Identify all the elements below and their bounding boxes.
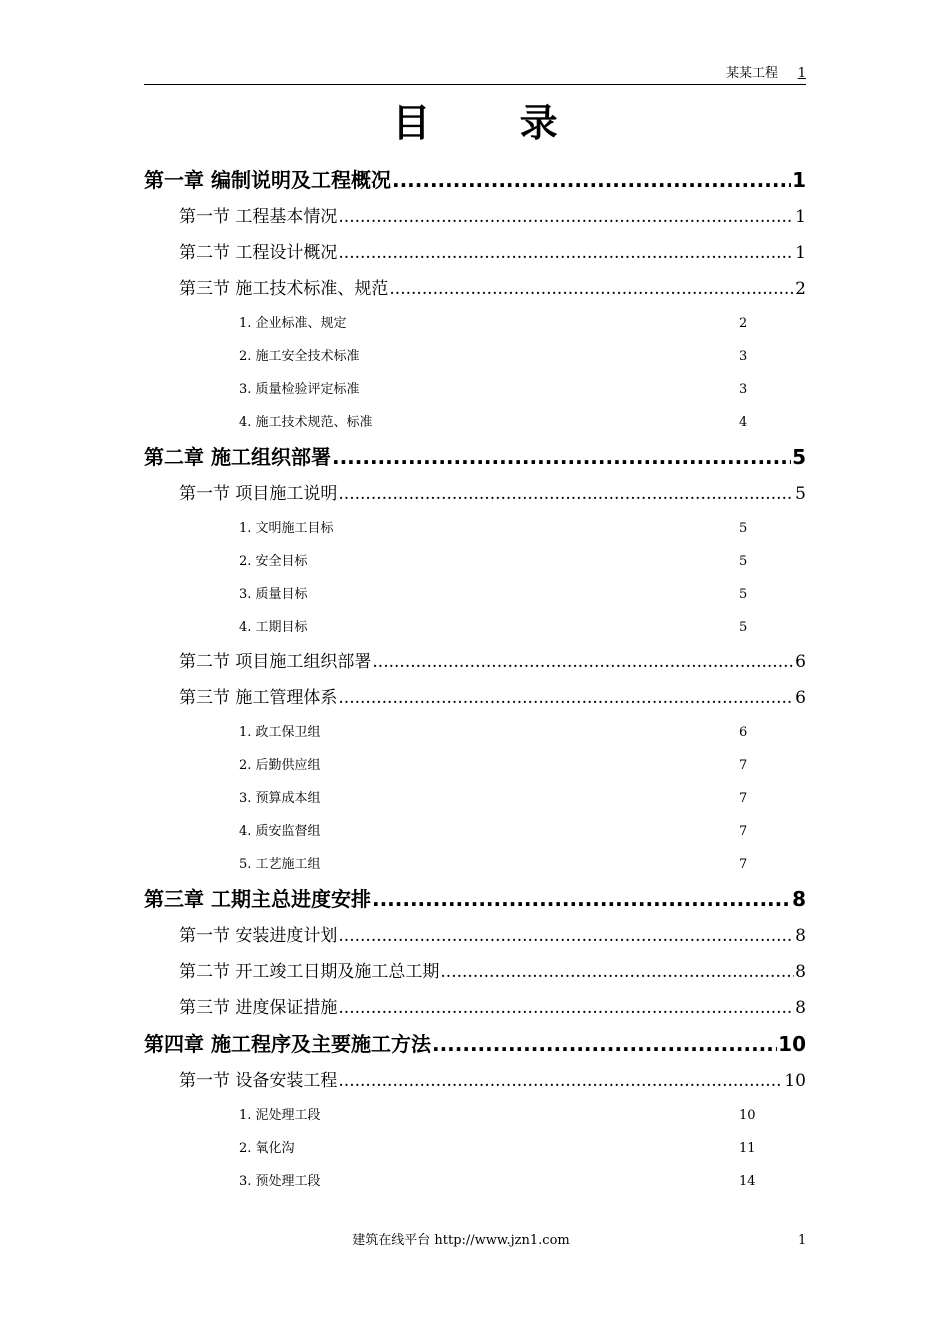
- toc-entry-page: 4: [739, 415, 748, 430]
- toc-entry-label: 1. 政工保卫组: [239, 725, 321, 740]
- toc-entry-page: 2: [795, 279, 806, 299]
- toc-entry-sub[interactable]: [144, 1165, 806, 1198]
- toc-entry-label: 2. 安全目标: [239, 554, 308, 569]
- toc-entry-section[interactable]: [144, 271, 806, 307]
- toc-entry-page: 7: [739, 791, 748, 806]
- toc-entry-chapter[interactable]: [144, 1026, 806, 1063]
- dot-leader: [338, 918, 794, 954]
- header-page-number: 1: [797, 66, 806, 81]
- toc-entry-page: 1: [795, 207, 806, 227]
- toc-entry-label: 3. 质量检验评定标准: [239, 382, 360, 397]
- toc-entry-section[interactable]: [144, 1063, 806, 1099]
- toc-entry-section[interactable]: [144, 235, 806, 271]
- toc-entry-label: 3. 质量目标: [239, 587, 308, 602]
- toc-entry-chapter[interactable]: [144, 162, 806, 199]
- dot-leader: [338, 199, 794, 235]
- toc-entry-page: 10: [739, 1108, 756, 1123]
- toc-entry-label: 第二节 工程设计概况: [179, 243, 338, 263]
- dot-leader: [332, 439, 791, 476]
- toc-entry-page: 2: [739, 316, 748, 331]
- toc-entry-page: 8: [795, 998, 806, 1018]
- toc-entry-sub[interactable]: [144, 578, 806, 611]
- toc-entry-page: 6: [795, 688, 806, 708]
- toc-entry-page: 10: [778, 1032, 806, 1056]
- toc-entry-label: 5. 工艺施工组: [239, 857, 321, 872]
- toc-entry-label: 第二章 施工组织部署: [144, 445, 331, 469]
- toc-entry-label: 第三节 施工管理体系: [179, 688, 338, 708]
- toc-entry-sub[interactable]: [144, 782, 806, 815]
- dot-leader: [338, 990, 794, 1026]
- toc-entry-sub[interactable]: [144, 307, 806, 340]
- toc-entry-sub[interactable]: [144, 373, 806, 406]
- toc-entry-page: 1: [792, 168, 806, 192]
- toc-entry-label: 第一章 编制说明及工程概况: [144, 168, 391, 192]
- dot-leader: [338, 235, 794, 271]
- dot-leader: [338, 476, 794, 512]
- toc-entry-label: 第四章 施工程序及主要施工方法: [144, 1032, 431, 1056]
- toc-entry-label: 2. 施工安全技术标准: [239, 349, 360, 364]
- toc-entry-label: 1. 泥处理工段: [239, 1108, 321, 1123]
- table-of-contents: [144, 162, 806, 1198]
- toc-entry-page: 5: [795, 484, 806, 504]
- toc-entry-sub[interactable]: [144, 716, 806, 749]
- toc-entry-chapter[interactable]: [144, 439, 806, 476]
- toc-entry-section[interactable]: [144, 954, 806, 990]
- toc-entry-page: 6: [795, 652, 806, 672]
- toc-entry-label: 4. 施工技术规范、标准: [239, 415, 373, 430]
- toc-entry-page: 3: [739, 349, 748, 364]
- toc-entry-label: 4. 工期目标: [239, 620, 308, 635]
- toc-entry-label: 第一节 项目施工说明: [179, 484, 338, 504]
- toc-entry-page: 10: [784, 1071, 806, 1091]
- toc-entry-label: 3. 预处理工段: [239, 1174, 321, 1189]
- toc-entry-sub[interactable]: [144, 611, 806, 644]
- toc-entry-label: 第三章 工期主总进度安排: [144, 887, 371, 911]
- toc-entry-label: 第二节 开工竣工日期及施工总工期: [179, 962, 440, 982]
- toc-entry-sub[interactable]: [144, 1132, 806, 1165]
- toc-entry-section[interactable]: [144, 199, 806, 235]
- toc-entry-page: 5: [739, 521, 748, 536]
- toc-entry-sub[interactable]: [144, 1099, 806, 1132]
- toc-entry-label: 2. 氧化沟: [239, 1141, 295, 1156]
- dot-leader: [389, 271, 794, 307]
- toc-entry-section[interactable]: [144, 918, 806, 954]
- toc-entry-sub[interactable]: [144, 545, 806, 578]
- dot-leader: [392, 162, 791, 199]
- toc-entry-page: 7: [739, 758, 748, 773]
- toc-entry-label: 第三节 施工技术标准、规范: [179, 279, 389, 299]
- toc-entry-label: 第一节 设备安装工程: [179, 1071, 338, 1091]
- toc-entry-label: 第一节 工程基本情况: [179, 207, 338, 227]
- toc-title: 目 录: [392, 101, 596, 145]
- toc-entry-label: 1. 文明施工目标: [239, 521, 334, 536]
- toc-entry-page: 3: [739, 382, 748, 397]
- toc-entry-sub[interactable]: [144, 749, 806, 782]
- dot-leader: [372, 644, 794, 680]
- toc-entry-page: 6: [739, 725, 748, 740]
- toc-entry-page: 5: [792, 445, 806, 469]
- toc-entry-sub[interactable]: [144, 848, 806, 881]
- toc-entry-sub[interactable]: [144, 340, 806, 373]
- footer-page-number: 1: [798, 1233, 807, 1248]
- dot-leader: [338, 1063, 783, 1099]
- dot-leader: [372, 881, 791, 918]
- toc-entry-label: 2. 后勤供应组: [239, 758, 321, 773]
- toc-entry-page: 7: [739, 824, 748, 839]
- footer-text: 建筑在线平台 http://www.jzn1.com: [352, 1233, 570, 1248]
- toc-entry-chapter[interactable]: [144, 881, 806, 918]
- page-header: [144, 66, 806, 85]
- toc-entry-label: 第二节 项目施工组织部署: [179, 652, 372, 672]
- toc-entry-section[interactable]: [144, 680, 806, 716]
- toc-entry-page: 14: [739, 1174, 756, 1189]
- toc-entry-page: 7: [739, 857, 748, 872]
- toc-entry-page: 8: [795, 962, 806, 982]
- dot-leader: [440, 954, 794, 990]
- toc-entry-page: 11: [739, 1141, 756, 1156]
- toc-entry-label: 3. 预算成本组: [239, 791, 321, 806]
- toc-entry-page: 1: [795, 243, 806, 263]
- toc-entry-label: 第一节 安装进度计划: [179, 926, 338, 946]
- toc-entry-page: 5: [739, 587, 748, 602]
- toc-entry-label: 1. 企业标准、规定: [239, 316, 347, 331]
- toc-entry-label: 第三节 进度保证措施: [179, 998, 338, 1018]
- toc-entry-section[interactable]: [144, 476, 806, 512]
- dot-leader: [338, 680, 794, 716]
- toc-entry-section[interactable]: [144, 990, 806, 1026]
- toc-entry-label: 4. 质安监督组: [239, 824, 321, 839]
- toc-entry-sub[interactable]: [144, 512, 806, 545]
- toc-entry-section[interactable]: [144, 644, 806, 680]
- dot-leader: [432, 1026, 777, 1063]
- toc-entry-page: 5: [739, 554, 748, 569]
- header-title: 某某工程: [725, 66, 778, 81]
- toc-entry-sub[interactable]: [144, 815, 806, 848]
- toc-entry-page: 5: [739, 620, 748, 635]
- toc-entry-page: 8: [795, 926, 806, 946]
- toc-entry-page: 8: [792, 887, 806, 911]
- toc-entry-sub[interactable]: [144, 406, 806, 439]
